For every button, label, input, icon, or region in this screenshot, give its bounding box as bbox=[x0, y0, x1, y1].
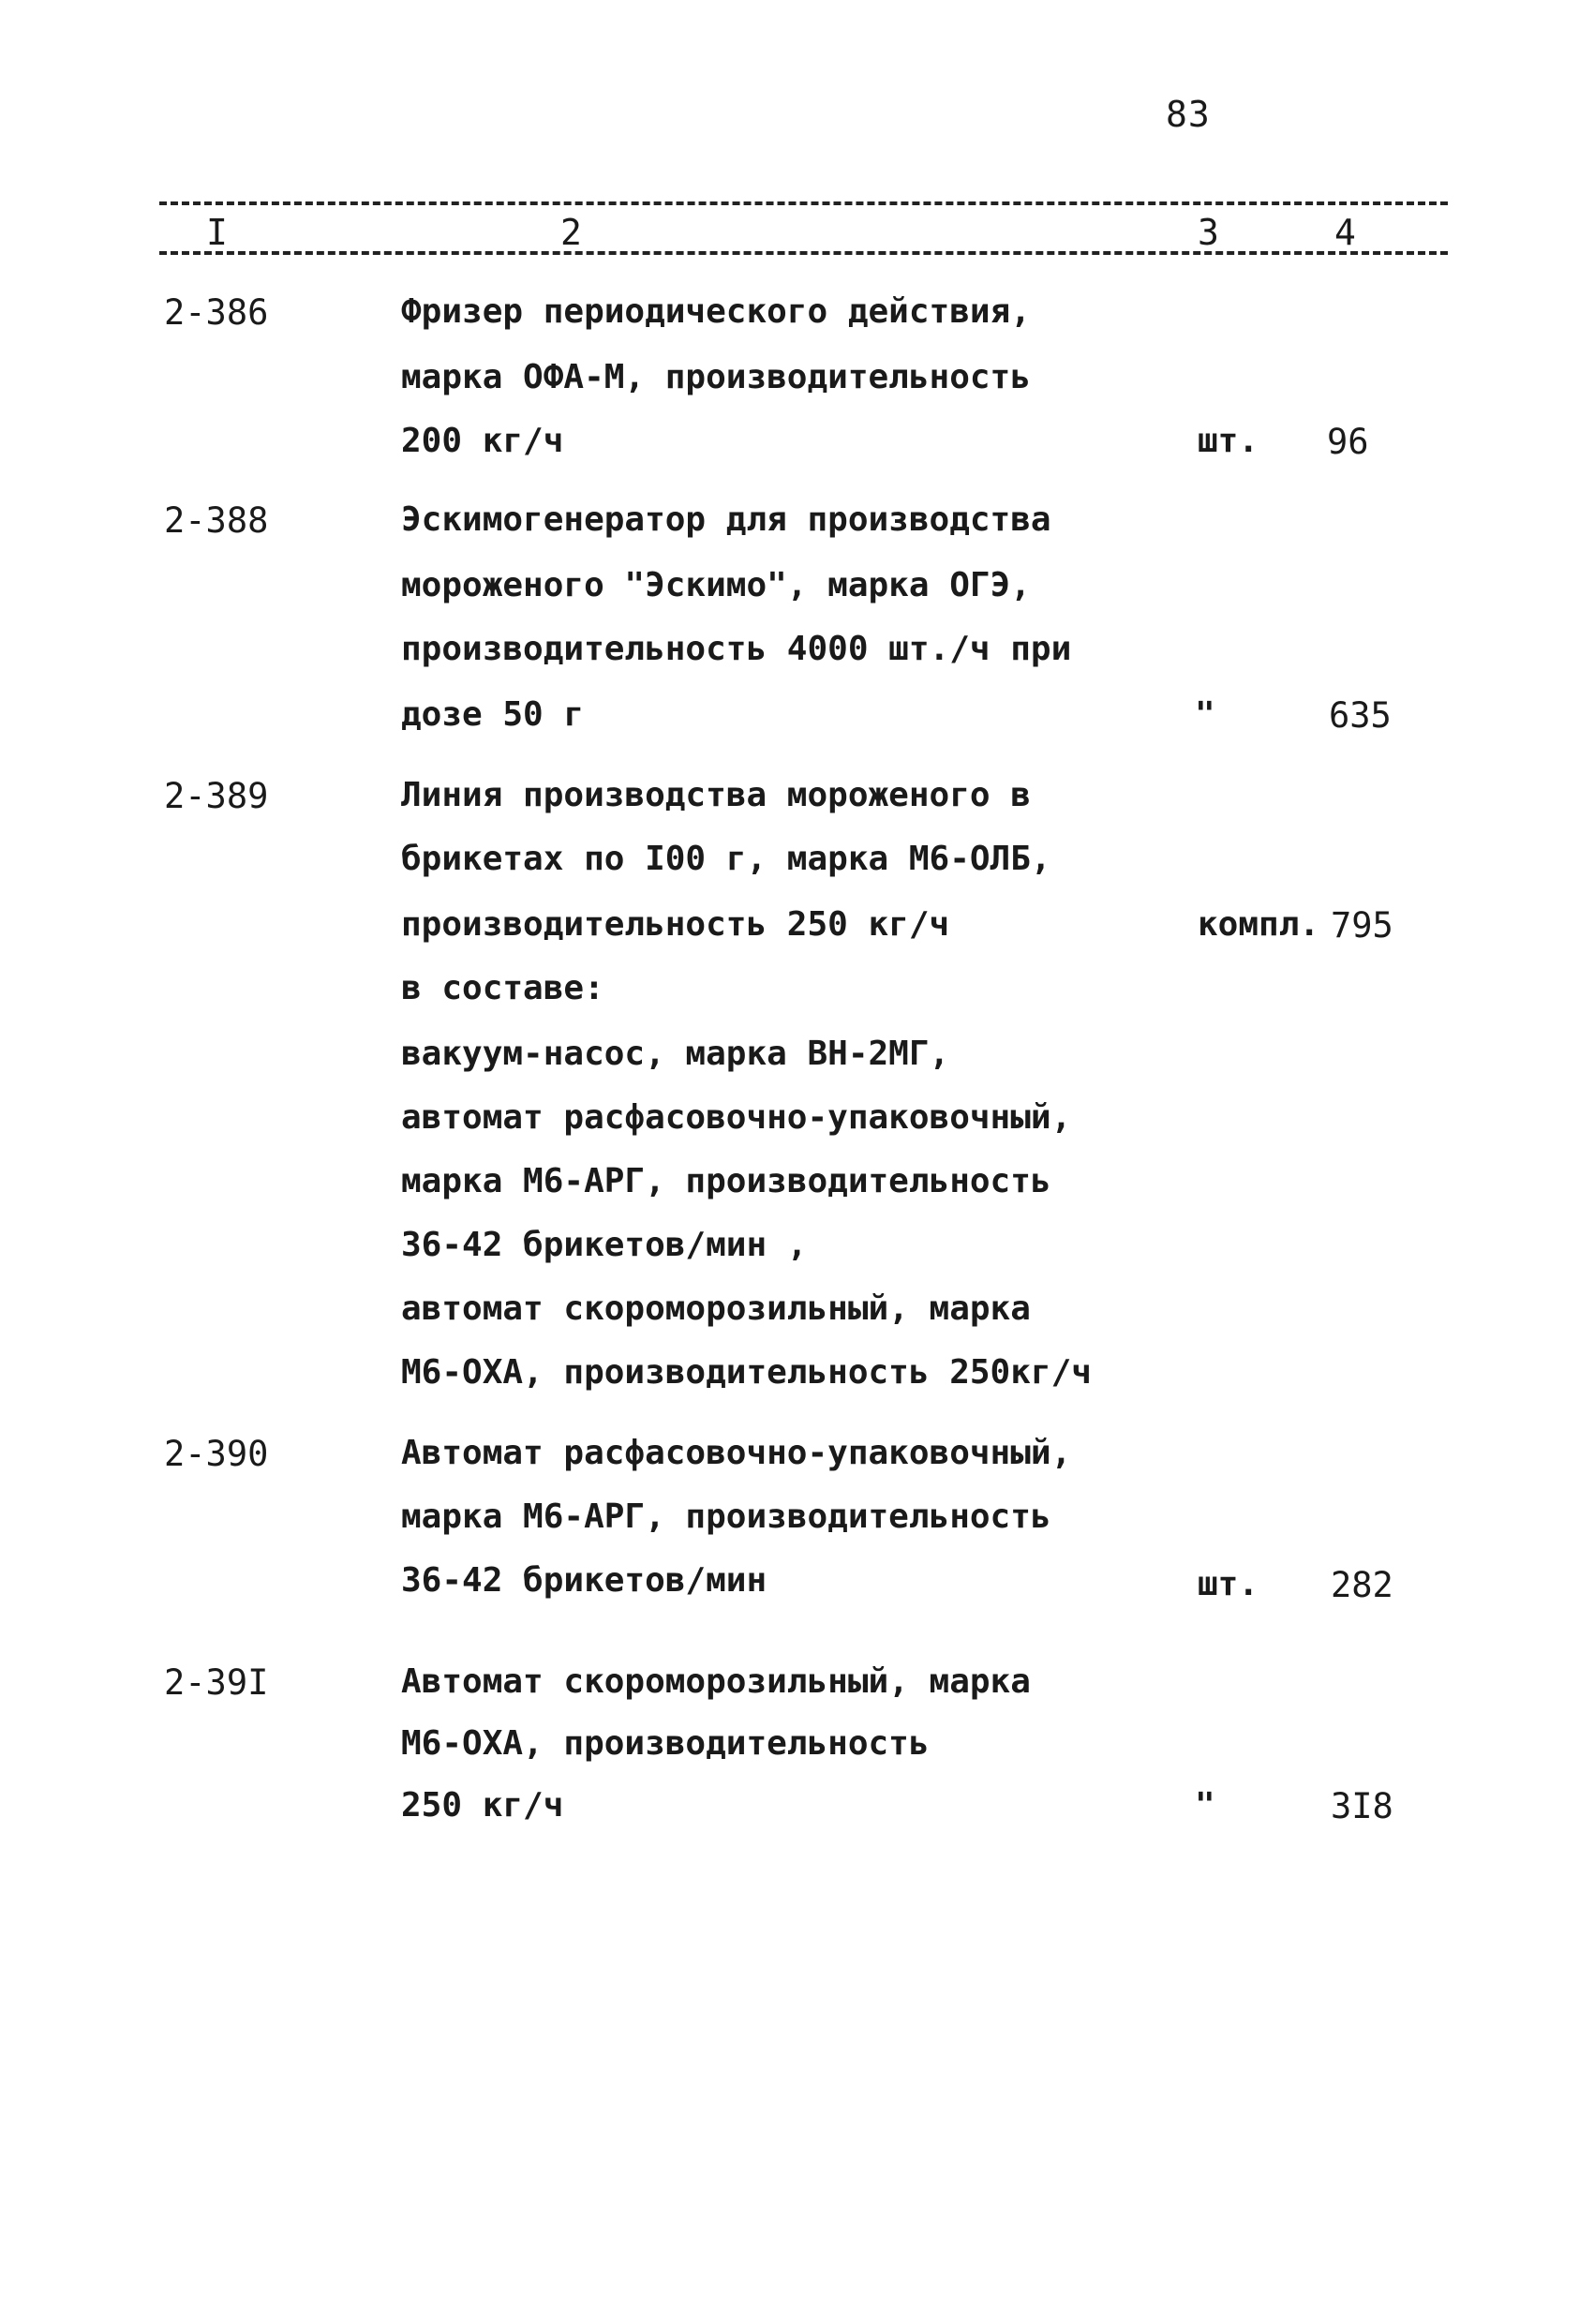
row-description-line: автомат скороморозильный, марка bbox=[401, 1289, 1031, 1328]
row-unit: " bbox=[1195, 695, 1215, 734]
row-description-line: производительность 4000 шт./ч при bbox=[401, 630, 1072, 668]
row-description-line: дозе 50 г bbox=[401, 695, 585, 734]
row-description-line: марка ОФА-М, производительность bbox=[401, 358, 1031, 396]
row-description-line: 250 кг/ч bbox=[401, 1786, 564, 1825]
row-description-line: 36-42 брикетов/мин , bbox=[401, 1226, 808, 1264]
header-top-rule bbox=[159, 201, 1448, 205]
row-description-line: М6-ОХА, производительность 250кг/ч bbox=[401, 1353, 1092, 1392]
row-unit: шт. bbox=[1198, 1565, 1259, 1603]
row-description-line: Фризер периодического действия, bbox=[401, 292, 1031, 331]
row-description-line: вакуум-насос, марка ВН-2МГ, bbox=[401, 1035, 950, 1073]
row-value: 795 bbox=[1331, 905, 1393, 946]
row-code: 2-390 bbox=[164, 1434, 269, 1474]
row-description-line: мороженого "Эскимо", марка ОГЭ, bbox=[401, 566, 1031, 604]
row-unit: шт. bbox=[1198, 422, 1259, 460]
row-description-line: Линия производства мороженого в bbox=[401, 776, 1031, 814]
header-bottom-rule bbox=[159, 251, 1448, 255]
row-value: 3I8 bbox=[1331, 1786, 1393, 1826]
row-value: 635 bbox=[1329, 695, 1392, 736]
header-col-4: 4 bbox=[1334, 212, 1356, 253]
row-description-line: в составе: bbox=[401, 969, 604, 1007]
row-description-line: брикетах по I00 г, марка М6-ОЛБ, bbox=[401, 840, 1051, 878]
row-description-line: М6-ОХА, производительность bbox=[401, 1724, 930, 1763]
header-col-3: 3 bbox=[1198, 212, 1219, 253]
row-unit: " bbox=[1195, 1786, 1215, 1825]
row-unit: компл. bbox=[1198, 905, 1320, 944]
row-value: 282 bbox=[1331, 1565, 1393, 1605]
row-description-line: 200 кг/ч bbox=[401, 422, 564, 460]
row-description-line: марка М6-АРГ, производительность bbox=[401, 1162, 1051, 1200]
row-description-line: Автомат расфасовочно-упаковочный, bbox=[401, 1434, 1072, 1472]
row-code: 2-39I bbox=[164, 1662, 269, 1703]
row-description-line: Автомат скороморозильный, марка bbox=[401, 1662, 1031, 1701]
row-code: 2-389 bbox=[164, 776, 269, 816]
header-col-1: I bbox=[206, 212, 228, 253]
row-description-line: автомат расфасовочно-упаковочный, bbox=[401, 1098, 1072, 1137]
row-code: 2-388 bbox=[164, 500, 269, 541]
page-number: 83 bbox=[1166, 94, 1211, 135]
row-description-line: марка М6-АРГ, производительность bbox=[401, 1497, 1051, 1536]
row-description-line: 36-42 брикетов/мин bbox=[401, 1561, 767, 1600]
row-code: 2-386 bbox=[164, 292, 269, 333]
row-description-line: производительность 250 кг/ч bbox=[401, 905, 950, 944]
header-col-2: 2 bbox=[560, 212, 582, 253]
row-description-line: Эскимогенератор для производства bbox=[401, 500, 1051, 539]
row-value: 96 bbox=[1327, 422, 1369, 462]
